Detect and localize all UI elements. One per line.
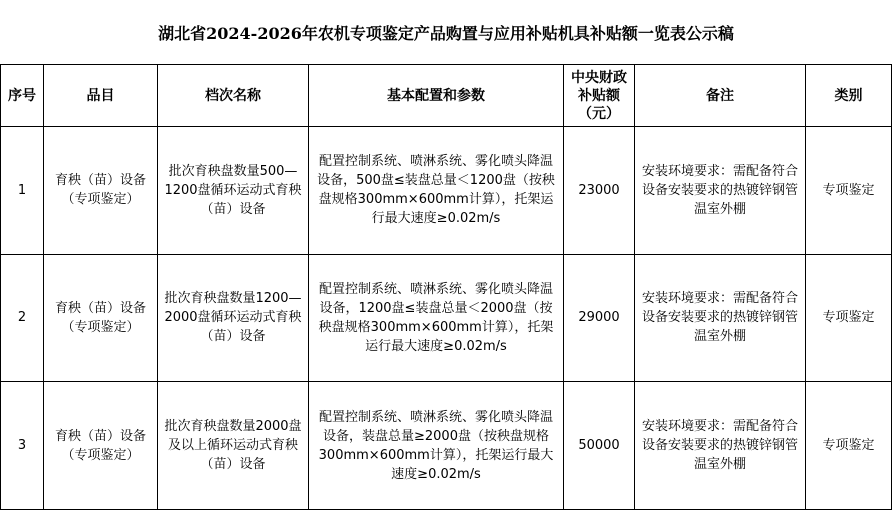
table-row	[1, 382, 892, 510]
cell-subsidy: 23000	[564, 127, 635, 255]
cell-category-item: 育秧（苗）设备（专项鉴定）	[44, 382, 158, 510]
cell-type: 专项鉴定	[806, 127, 892, 255]
page-title: 湖北省2024-2026年农机专项鉴定产品购置与应用补贴机具补贴额一览表公示稿	[158, 23, 734, 43]
header-config: 基本配置和参数	[309, 65, 564, 127]
cell-subsidy: 50000	[564, 382, 635, 510]
header-type: 类别	[806, 65, 892, 127]
cell-index: 1	[1, 127, 44, 255]
header-index: 序号	[1, 65, 44, 127]
cell-index: 3	[1, 382, 44, 510]
cell-remarks: 安装环境要求：需配备符合设备安装要求的热镀锌钢管温室外棚	[635, 382, 806, 510]
cell-grade-name: 批次育秧盘数量1200—2000盘循环运动式育秧（苗）设备	[158, 254, 309, 382]
header-subsidy: 中央财政补贴额（元）	[564, 65, 635, 127]
header-category-item: 品目	[44, 65, 158, 127]
cell-category-item: 育秧（苗）设备（专项鉴定）	[44, 127, 158, 255]
header-grade-name: 档次名称	[158, 65, 309, 127]
header-remarks: 备注	[635, 65, 806, 127]
cell-type: 专项鉴定	[806, 382, 892, 510]
cell-subsidy: 29000	[564, 254, 635, 382]
table-row	[1, 254, 892, 382]
cell-index: 2	[1, 254, 44, 382]
cell-config: 配置控制系统、喷淋系统、雾化喷头降温设备，1200盘≤装盘总量＜2000盘（按秧盘规格300mm×600mm计算），托架运行最大速度≥0.02m/s	[309, 254, 564, 382]
cell-config: 配置控制系统、喷淋系统、雾化喷头降温设备，500盘≤装盘总量＜1200盘（按秧盘规格300mm×600mm计算），托架运行最大速度≥0.02m/s	[309, 127, 564, 255]
cell-type: 专项鉴定	[806, 254, 892, 382]
table-row	[1, 127, 892, 255]
cell-config: 配置控制系统、喷淋系统、雾化喷头降温设备，装盘总量≥2000盘（按秧盘规格300mm×600mm计算），托架运行最大速度≥0.02m/s	[309, 382, 564, 510]
cell-category-item: 育秧（苗）设备（专项鉴定）	[44, 254, 158, 382]
cell-grade-name: 批次育秧盘数量500—1200盘循环运动式育秧（苗）设备	[158, 127, 309, 255]
cell-grade-name: 批次育秧盘数量2000盘及以上循环运动式育秧（苗）设备	[158, 382, 309, 510]
subsidy-table	[0, 64, 892, 510]
cell-remarks: 安装环境要求：需配备符合设备安装要求的热镀锌钢管温室外棚	[635, 127, 806, 255]
table-header-row	[1, 65, 892, 127]
cell-remarks: 安装环境要求：需配备符合设备安装要求的热镀锌钢管温室外棚	[635, 254, 806, 382]
